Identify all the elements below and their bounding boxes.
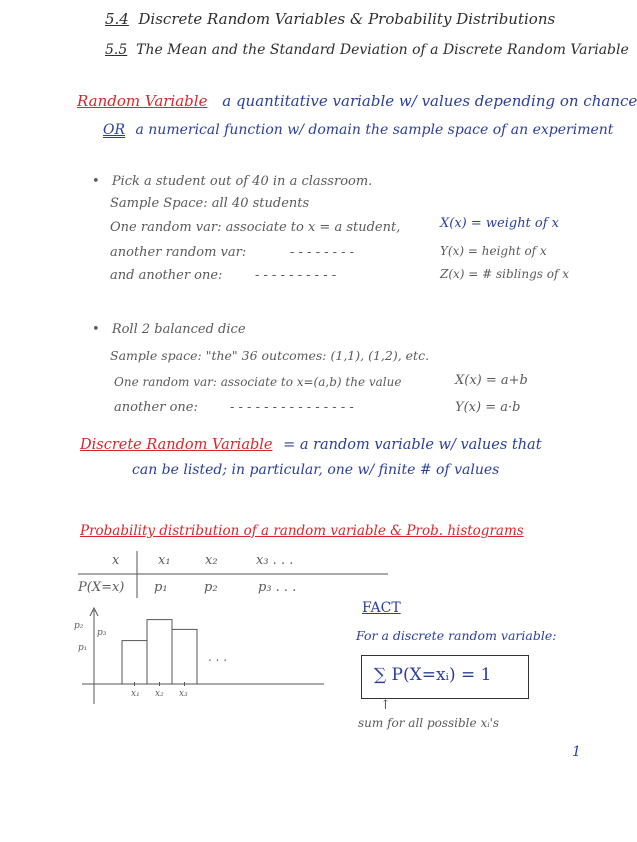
table-header-x3: x₃ . . . xyxy=(256,553,294,568)
table-header-x2: x₂ xyxy=(205,553,218,568)
definition-term: Discrete Random Variable xyxy=(80,437,273,453)
example-2-line-3: One random var: associate to x=(a,b) the value xyxy=(114,375,402,389)
bullet: • xyxy=(92,322,100,337)
section-number: 5.5 xyxy=(105,42,128,58)
histogram-x-label-x2: x₂ xyxy=(155,689,164,699)
example-2-line-2: Sample space: "the" 36 outcomes: (1,1), (1,2), etc. xyxy=(110,348,430,363)
example-2-line-1 xyxy=(92,322,246,337)
example-1-line-4: another random var: xyxy=(110,245,247,260)
histogram-y-label-p3: p₃ xyxy=(97,628,107,638)
histogram-bar xyxy=(122,641,147,684)
probability-histogram xyxy=(72,604,332,714)
header-line-1 xyxy=(105,10,555,28)
page-number: 1 xyxy=(572,744,581,760)
example-text: Pick a student out of 40 in a classroom. xyxy=(111,174,373,189)
histogram-ellipsis: . . . xyxy=(208,650,228,664)
example-1-line-5-right: Z(x) = # siblings of x xyxy=(440,267,570,281)
section-title: The Mean and the Standard Deviation of a Discrete Random Variable xyxy=(136,42,629,58)
example-1-line-5-dashes: - - - - - - - - - - xyxy=(255,268,337,283)
definition-text: a quantitative variable w/ values depending on chance xyxy=(222,92,637,110)
histogram-bar xyxy=(147,620,172,684)
table-header-x: x xyxy=(112,553,120,568)
section-number: 5.4 xyxy=(105,10,129,28)
fact-formula: ∑ P(X=xᵢ) = 1 xyxy=(374,665,492,685)
example-1-line-1 xyxy=(92,174,372,189)
discrete-definition-continued: can be listed; in particular, one w/ finite # of values xyxy=(132,462,500,478)
definition-term: Random Variable xyxy=(77,92,208,110)
histogram-bar xyxy=(172,629,197,684)
random-variable-alt-definition xyxy=(103,122,613,138)
example-1-line-5: and another one: xyxy=(110,268,223,283)
table-cell-p2: p₂ xyxy=(204,580,218,595)
example-1-line-4-right: Y(x) = height of x xyxy=(440,244,547,258)
example-1-line-2: Sample Space: all 40 students xyxy=(110,196,310,211)
section-title: Discrete Random Variables & Probability Distributions xyxy=(138,10,556,28)
example-1-line-4-dashes: - - - - - - - - xyxy=(290,245,355,260)
or-label: OR xyxy=(103,122,126,138)
discrete-random-variable-definition xyxy=(80,437,542,453)
table-row-label: P(X=x) xyxy=(78,580,125,595)
fact-arrow-icon: ↑ xyxy=(380,698,391,713)
example-1-line-3-right: X(x) = weight of x xyxy=(440,216,560,231)
distribution-title: Probability distribution of a random variable & Prob. histograms xyxy=(80,523,524,539)
example-2-line-4-dashes: - - - - - - - - - - - - - - - xyxy=(230,400,354,415)
histogram-x-label-x1: x₁ xyxy=(131,689,140,699)
definition-text: = a random variable w/ values that xyxy=(283,437,542,453)
example-1-line-3: One random var: associate to x = a student, xyxy=(110,220,401,235)
random-variable-definition xyxy=(77,92,637,110)
fact-note: sum for all possible xᵢ's xyxy=(358,716,500,730)
histogram-y-label-p2: p₂ xyxy=(74,621,84,631)
histogram-y-label-p1: p₁ xyxy=(78,643,88,653)
histogram-x-label-x3: x₃ xyxy=(179,689,188,699)
bullet: • xyxy=(92,174,100,189)
fact-title: FACT xyxy=(362,600,401,616)
header-line-2 xyxy=(105,42,629,58)
definition-text: a numerical function w/ domain the sample space of an experiment xyxy=(135,122,614,138)
table-cell-p3: p₃ . . . xyxy=(258,580,297,595)
table-cell-p1: p₁ xyxy=(154,580,168,595)
example-2-line-4-right: Y(x) = a·b xyxy=(455,400,521,415)
example-2-line-4: another one: xyxy=(114,400,198,415)
fact-statement: For a discrete random variable: xyxy=(356,628,557,643)
fact-formula-box xyxy=(361,655,529,699)
table-header-x1: x₁ xyxy=(158,553,171,568)
example-2-line-3-right: X(x) = a+b xyxy=(455,373,528,388)
example-text: Roll 2 balanced dice xyxy=(111,322,246,337)
